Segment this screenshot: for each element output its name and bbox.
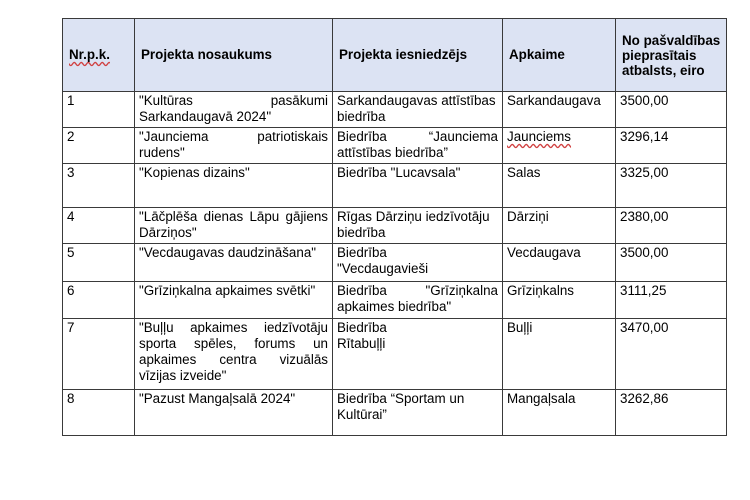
cell-applicant: [333, 319, 503, 390]
cell-amount: 3500,00: [616, 244, 727, 282]
cell-nr: 1: [63, 92, 135, 128]
cell-amount: 3262,86: [616, 390, 727, 436]
cell-applicant: Sarkandaugavas attīstības biedrība: [333, 92, 503, 128]
cell-amount: 2380,00: [616, 208, 727, 244]
cell-amount: 3296,14: [616, 128, 727, 164]
cell-amount: 3470,00: [616, 319, 727, 390]
table-row: [63, 92, 727, 128]
table-row: [63, 390, 727, 436]
cell-area: Grīziņkalns: [503, 282, 616, 319]
header-area: Apkaime: [503, 19, 616, 92]
cell-applicant: Biedrība "Grīziņkalna apkaimes biedrība": [333, 282, 503, 319]
cell-applicant: Biedrība "Lucavsala": [333, 164, 503, 208]
table-header-row: [63, 19, 727, 92]
cell-nr: 6: [63, 282, 135, 319]
header-support-amount: No pašvaldības pieprasītais atbalsts, eiro: [616, 19, 727, 92]
table-row: [63, 244, 727, 282]
cell-amount: 3325,00: [616, 164, 727, 208]
cell-area: Vecdaugava: [503, 244, 616, 282]
cell-nr: 7: [63, 319, 135, 390]
cell-area: Buļļi: [503, 319, 616, 390]
header-applicant: Projekta iesniedzējs: [333, 19, 503, 92]
cell-project-name: "Jaunciema patriotiskais rudens": [135, 128, 333, 164]
cell-project-name: "Pazust Mangaļsalā 2024": [135, 390, 333, 436]
applicant-text: Biedrība Rītabuļļi: [337, 320, 387, 351]
cell-nr: 2: [63, 128, 135, 164]
cell-project-name: "Grīziņkalna apkaimes svētki": [135, 282, 333, 319]
table-row: [63, 319, 727, 390]
projects-table: [62, 18, 727, 436]
cell-applicant: [333, 244, 503, 282]
cell-project-name: "Kopienas dizains": [135, 164, 333, 208]
cell-applicant: Biedrība “Jaunciema attīstības biedrība”: [333, 128, 503, 164]
cell-project-name: "Lāčplēša dienas Lāpu gājiens Dārziņos": [135, 208, 333, 244]
cell-nr: 3: [63, 164, 135, 208]
cell-project-name: "Buļļu apkaimes iedzīvotāju sporta spēles, forums un apkaimes centra vizuālās vīzijas izveide": [135, 319, 333, 390]
table-row: [63, 282, 727, 319]
cell-amount: 3111,25: [616, 282, 727, 319]
cell-applicant: Rīgas Dārziņu iedzīvotāju biedrība: [333, 208, 503, 244]
table-row: [63, 208, 727, 244]
cell-area: Salas: [503, 164, 616, 208]
cell-project-name: "Kultūras pasākumi Sarkandaugavā 2024": [135, 92, 333, 128]
cell-nr: 8: [63, 390, 135, 436]
header-project-name: Projekta nosaukums: [135, 19, 333, 92]
cell-area: Dārziņi: [503, 208, 616, 244]
cell-area: Mangaļsala: [503, 390, 616, 436]
cell-nr: 5: [63, 244, 135, 282]
cell-project-name: "Vecdaugavas daudzināšana": [135, 244, 333, 282]
cell-nr: 4: [63, 208, 135, 244]
cell-area: Jaunciems: [503, 128, 616, 164]
cell-area: Sarkandaugava: [503, 92, 616, 128]
cell-amount: 3500,00: [616, 92, 727, 128]
header-nr: Nr.p.k.: [63, 19, 135, 92]
table-row: [63, 164, 727, 208]
cell-applicant: Biedrība “Sportam un Kultūrai”: [333, 390, 503, 436]
applicant-text: Biedrība "Vecdaugavieši: [337, 245, 429, 276]
table-row: [63, 128, 727, 164]
